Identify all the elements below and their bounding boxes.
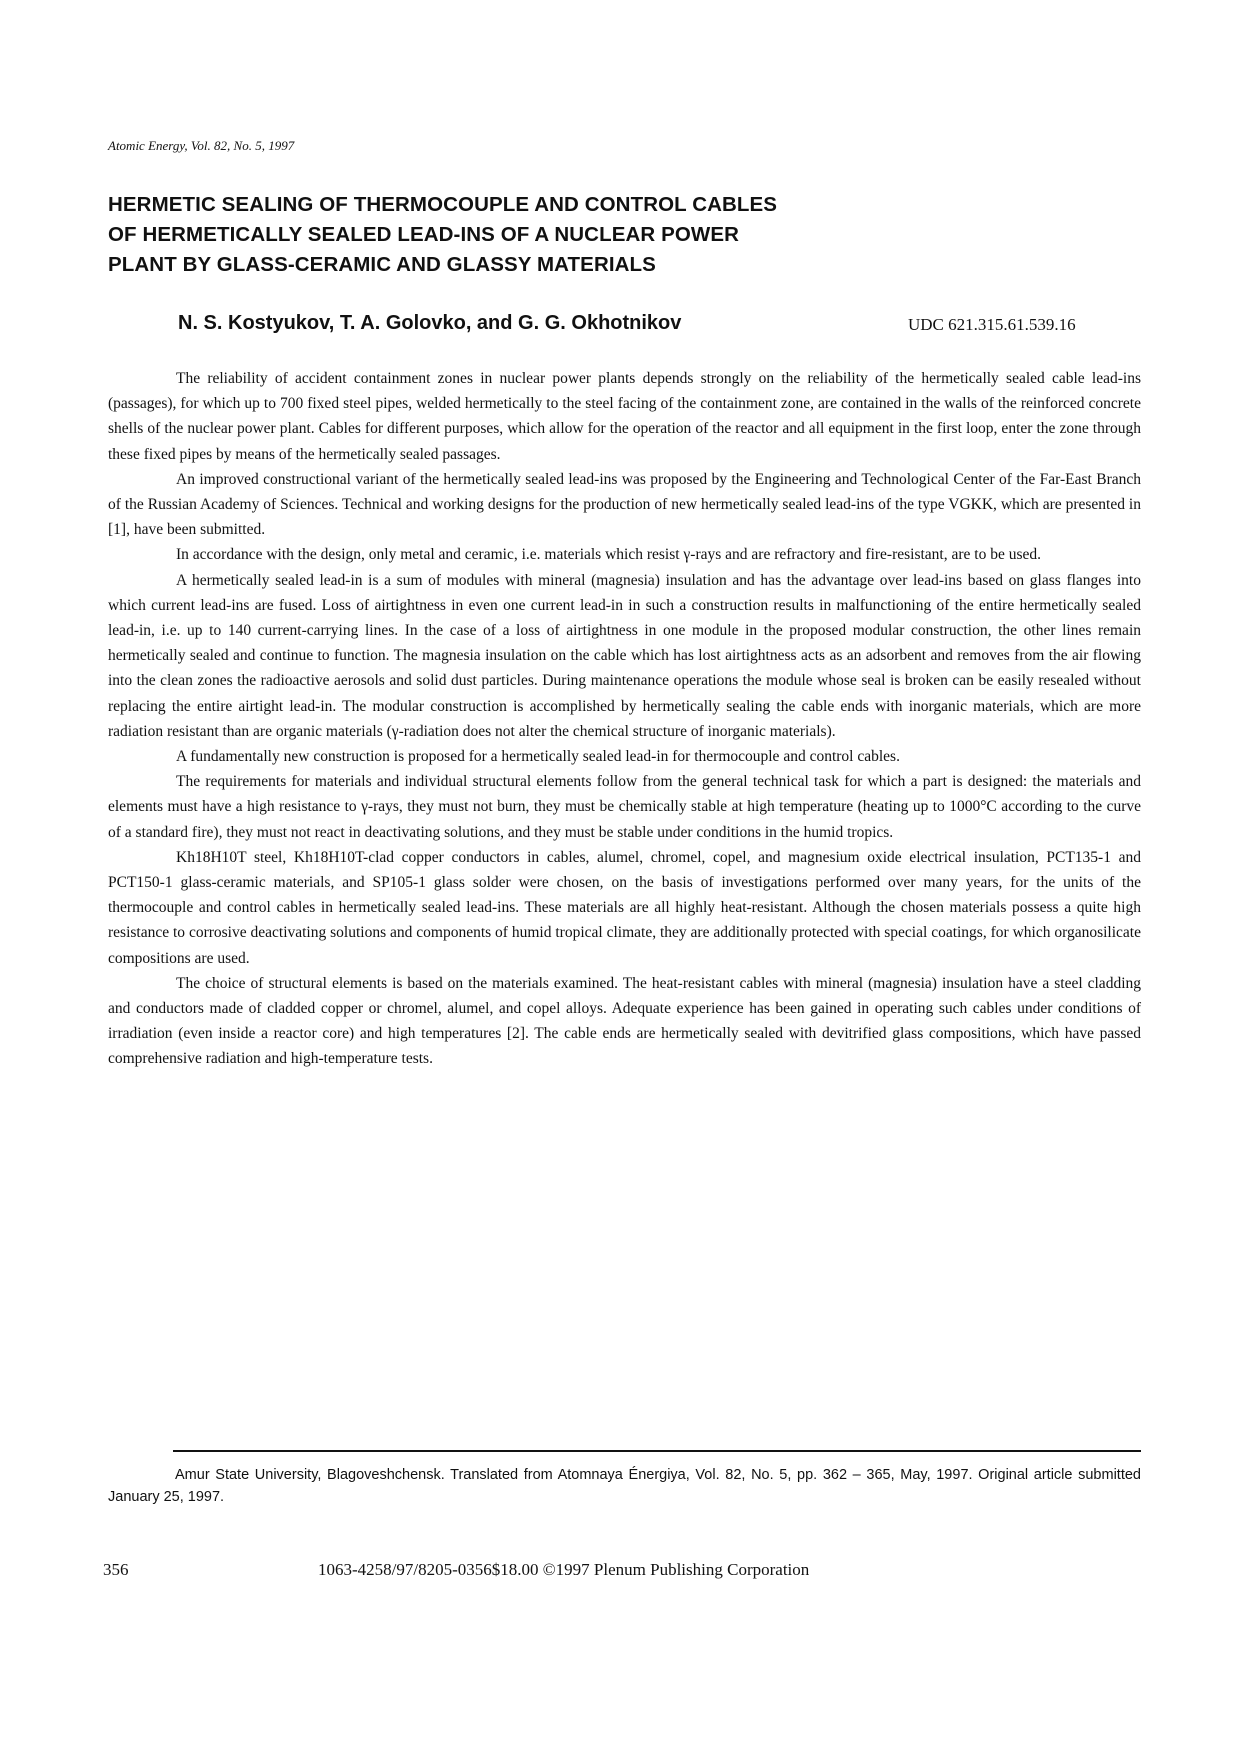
authors: N. S. Kostyukov, T. A. Golovko, and G. G. Okhotnikov <box>178 312 682 334</box>
paragraph: In accordance with the design, only metal and ceramic, i.e. materials which resist γ-rays and are refractory and fire-resistant, are to be used. <box>176 546 1042 564</box>
paragraph: The choice of structural elements is based on the materials examined. The heat-resistant cables with mineral (magnesia) insulation have a steel cladding and conductors made of cladded copper or chromel, alumel, and copel alloys. Adequate experience has been gained in operating such cables under conditions of irradiation (even inside a reactor core) and high temperatures [2]. The cable ends are hermetically sealed with devitrified glass compositions, which have passed comprehensive radiation and high-temperature tests. <box>108 974 1141 1068</box>
paragraph: Kh18H10T steel, Kh18H10T-clad copper conductors in cables, alumel, chromel, copel, and magnesium oxide electrical insulation, PCT135-1 and PCT150-1 glass-ceramic materials, and SP105-1 glass solder were chosen, on the basis of investigations performed over many years, for the units of the thermocouple and control cables in hermetically sealed lead-ins. These materials are all highly heat-resistant. Although the chosen materials possess a quite high resistance to corrosive deactivating solutions and components of humid tropical climate, they are additionally protected with special coatings, for which organosilicate compositions are used. <box>108 848 1141 967</box>
paragraph: A hermetically sealed lead-in is a sum of modules with mineral (magnesia) insulation and has the advantage over lead-ins based on glass flanges into which current lead-ins are fused. Loss of airtightness in even one current lead-in in such a construction results in malfunctioning of the entire hermetically sealed lead-in, i.e. up to 140 current-carrying lines. In the case of a loss of airtightness in one module in the proposed modular construction, the other lines remain hermetically sealed and continue to function. The magnesia insulation on the cable which has lost airtightness acts as an adsorbent and removes from the air flowing into the clean zones the radioactive aerosols and solid dust particles. During maintenance operations the module whose seal is broken can be easily resealed without replacing the entire airtight lead-in. The modular construction is accomplished by hermetically sealing the cable ends with inorganic materials, which are more radiation resistant than are organic materials (γ-radiation does not alter the chemical structure of inorganic materials). <box>108 571 1141 740</box>
copyright-line: 1063-4258/97/8205-0356$18.00 ©1997 Plenum Publishing Corporation <box>318 1560 810 1579</box>
page-number: 356 <box>103 1560 129 1579</box>
title-line: PLANT BY GLASS-CERAMIC AND GLASSY MATERIALS <box>108 253 656 276</box>
paragraph: A fundamentally new construction is proposed for a hermetically sealed lead-in for thermocouple and control cables. <box>176 748 900 766</box>
journal-citation: Atomic Energy, Vol. 82, No. 5, 1997 <box>108 138 295 153</box>
title-line: OF HERMETICALLY SEALED LEAD-INS OF A NUCLEAR POWER <box>108 223 740 246</box>
footnote: Amur State University, Blagoveshchensk. Translated from Atomnaya Énergiya, Vol. 82, No. 5, pp. 362 – 365, May, 1997. Original article submitted January 25, 1997. <box>108 1467 1141 1505</box>
article-title <box>108 190 928 280</box>
article-body <box>108 366 1141 1072</box>
footnote-divider <box>173 1450 1141 1452</box>
paragraph: The reliability of accident containment zones in nuclear power plants depends strongly on the reliability of the hermetically sealed cable lead-ins (passages), for which up to 700 fixed steel pipes, welded hermetically to the steel facing of the containment zone, are contained in the walls of the reinforced concrete shells of the nuclear power plant. Cables for different purposes, which allow for the operation of the reactor and all equipment in the first loop, enter the zone through these fixed pipes by means of the hermetically sealed passages. <box>108 370 1141 463</box>
udc-code: UDC 621.315.61.539.16 <box>908 315 1076 334</box>
paragraph: The requirements for materials and individual structural elements follow from the general technical task for which a part is designed: the materials and elements must have a high resistance to γ-rays, they must not burn, they must be chemically stable at high temperature (heating up to 1000°C according to the curve of a standard fire), they must not react in deactivating solutions, and they must be stable under conditions in the humid tropics. <box>108 773 1141 841</box>
paragraph: An improved constructional variant of the hermetically sealed lead-ins was proposed by the Engineering and Technological Center of the Far-East Branch of the Russian Academy of Sciences. Technical and working designs for the production of new hermetically sealed lead-ins of the type VGKK, which are presented in [1], have been submitted. <box>108 470 1141 539</box>
title-line: HERMETIC SEALING OF THERMOCOUPLE AND CONTROL CABLES <box>108 193 778 216</box>
